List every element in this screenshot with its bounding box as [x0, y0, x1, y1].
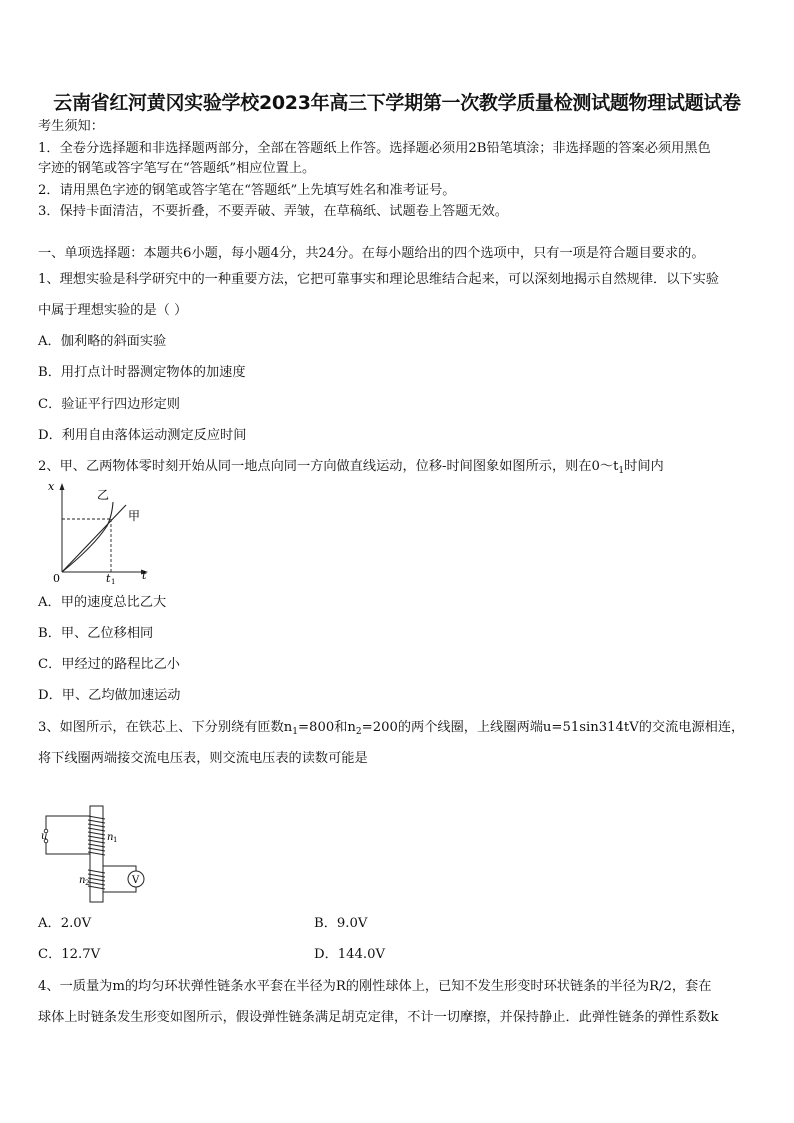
q4-stem-b: 球体上时链条发生形变如图所示，假设弹性链条满足胡克定律，不计一切摩擦，并保持静止．此弹性链条的弹性系数k — [38, 1010, 719, 1025]
q3-stem-a-1: 3、如图所示，在铁芯上、下分别绕有匝数n — [38, 720, 293, 735]
q3-stem-a-2: =800和n — [298, 720, 356, 735]
q2-origin-label: 0 — [53, 572, 60, 585]
n2-sub: 2 — [85, 879, 90, 887]
q1-option-a: A．伽利略的斜面实验 — [38, 334, 167, 349]
q3-stem-b: 将下线圈两端接交流电压表，则交流电压表的读数可能是 — [38, 751, 368, 766]
page-title: 云南省红河黄冈实验学校2023年高三下学期第一次教学质量检测试题物理试题试卷 — [53, 92, 741, 114]
q1-option-d: D．利用自由落体运动测定反应时间 — [38, 428, 247, 443]
n1-label: n — [107, 832, 114, 843]
q3-sub-1: 1 — [292, 727, 298, 737]
q2-xt-graph — [44, 478, 160, 586]
q2-stem — [38, 458, 664, 476]
q2-stem-sub: 1 — [618, 466, 625, 476]
n2-label: n — [79, 875, 86, 886]
q2-option-b: B．甲、乙位移相同 — [38, 626, 154, 641]
primary-wire-bottom — [46, 842, 90, 854]
secondary-wire-top — [103, 866, 136, 870]
q2-t1-label: t — [106, 572, 111, 585]
q2-curve-jia — [62, 505, 126, 572]
q2-label-yi: 乙 — [97, 488, 110, 502]
q1-option-b: B．用打点计时器测定物体的加速度 — [38, 365, 246, 380]
u-label: u — [41, 831, 48, 842]
q3-option-c: C．12.7V — [38, 947, 101, 962]
notice-line-1b: 字迹的钢笔或答字笔写在“答题纸”相应位置上。 — [38, 161, 316, 176]
q1-option-c: C．验证平行四边形定则 — [38, 397, 180, 412]
q4-stem-a: 4、一质量为m的均匀环状弹性链条水平套在半径为R的刚性球体上，已知不发生形变时环状链条的半径为R/2，套在 — [38, 979, 712, 994]
voltmeter-label: V — [132, 875, 140, 886]
q2-t1-sub: 1 — [111, 578, 116, 586]
q2-stem-post: 时间内 — [624, 459, 664, 474]
q3-stem-a — [38, 719, 744, 737]
q1-stem-b: 中属于理想实验的是（ ） — [38, 303, 188, 318]
notice-heading: 考生须知： — [38, 119, 104, 134]
q2-y-label: x — [48, 480, 55, 493]
q3-option-d: D．144.0V — [314, 947, 386, 962]
notice-line-1a: 1．全卷分选择题和非选择题两部分，全部在答题纸上作答。选择题必须用2B铅笔填涂；非选择题的答案必须用黑色 — [38, 141, 711, 156]
q2-curve-yi — [62, 502, 113, 572]
notice-line-2: 2．请用黑色字迹的钢笔或答字笔在“答题纸”上先填写姓名和准考证号。 — [38, 183, 456, 198]
section-heading: 一、单项选择题：本题共6小题，每小题4分，共24分。在每小题给出的四个选项中，只有一项是符合题目要求的。 — [38, 246, 705, 261]
q2-option-c: C．甲经过的路程比乙小 — [38, 657, 180, 672]
q2-y-arrow — [60, 483, 65, 490]
notice-line-3: 3．保持卡面清洁，不要折叠，不要弄破、弄皱，在草稿纸、试题卷上答题无效。 — [38, 204, 508, 219]
q3-transformer-diagram — [36, 804, 156, 904]
n1-sub: 1 — [113, 836, 118, 844]
q2-stem-pre: 2、甲、乙两物体零时刻开始从同一地点向同一方向做直线运动，位移-时间图象如图所示，则在0～t — [38, 459, 619, 474]
q3-stem-a-3: =200的两个线圈，上线圈两端u=51sin314tV的交流电源相连， — [361, 720, 745, 735]
primary-wire-top — [46, 816, 90, 830]
q3-option-a: A．2.0V — [38, 916, 92, 931]
q1-stem-a: 1、理想实验是科学研究中的一种重要方法，它把可靠事实和理论思维结合起来，可以深刻地揭示自然规律．以下实验 — [38, 272, 719, 287]
secondary-wire-bottom — [103, 888, 136, 892]
q3-option-b: B．9.0V — [314, 916, 368, 931]
q3-sub-2: 2 — [355, 727, 362, 737]
q2-option-d: D．甲、乙均做加速运动 — [38, 688, 181, 703]
q2-x-label: t — [142, 569, 147, 582]
q2-label-jia: 甲 — [128, 509, 141, 523]
q2-option-a: A．甲的速度总比乙大 — [38, 595, 167, 610]
